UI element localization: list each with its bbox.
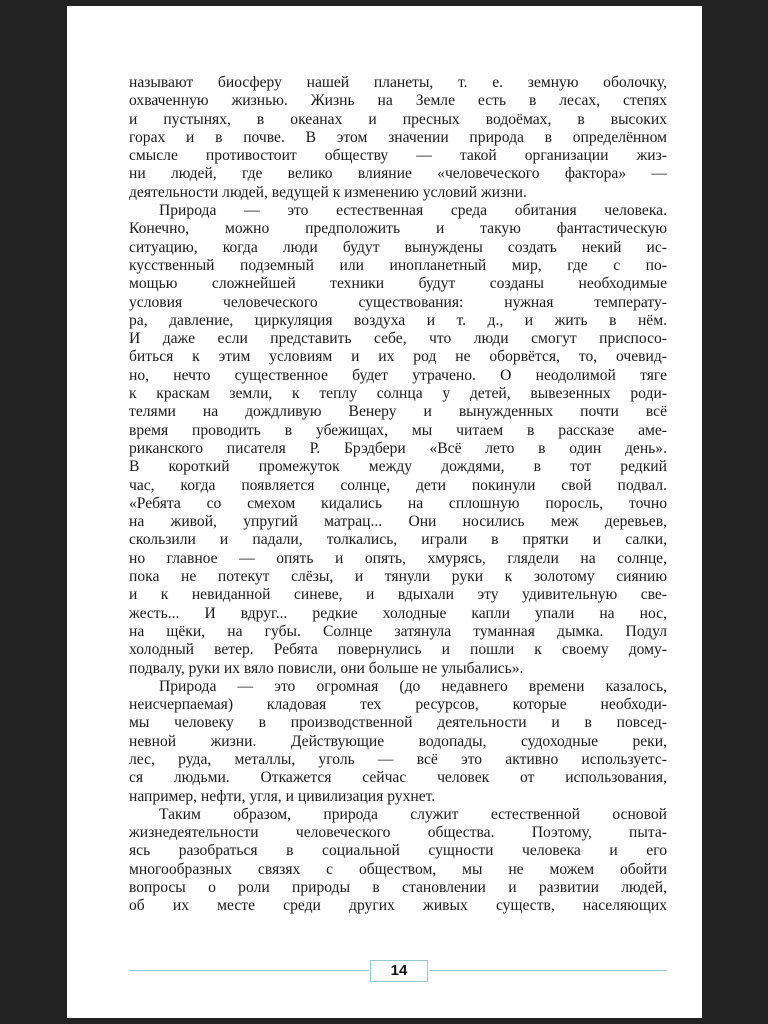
text-line: время проводить в убежищах, мы читаем в рассказе аме- <box>129 421 667 439</box>
text-line: об их месте среди других живых существ, населяющих <box>129 897 667 915</box>
text-line: неисчерпаемая) кладовая тех ресурсов, которые необходи- <box>129 696 667 714</box>
text-line: жесть... И вдруг... редкие холодные капли упали на нос, <box>129 604 667 622</box>
text-line: смысле противостоит обществу — такой организации жиз- <box>129 147 667 165</box>
text-line: «Ребята со смехом кидались на сплошную поросль, точно <box>129 494 667 512</box>
text-line: Таким образом, природа служит естественной основой <box>159 805 667 823</box>
text-line: горах и в почве. В этом значении природа в определённом <box>129 128 667 146</box>
text-line: В короткий промежуток между дождями, в тот редкий <box>129 458 667 476</box>
text-line: мощью сложнейшей техники будут созданы необходимые <box>129 275 667 293</box>
text-line: кусственный подземный или инопланетный мир, где с по- <box>129 256 667 274</box>
text-line: лес, руда, металлы, уголь — всё это активно используетс- <box>129 750 667 768</box>
text-line: мы человеку в производственной деятельности и в повсед- <box>129 714 667 732</box>
text-line: к краскам земли, к теплу солнца у детей, вывезенных роди- <box>129 385 667 403</box>
text-line: многообразных связях с обществом, мы не можем обойти <box>129 860 667 878</box>
text-line: биться к этим условиям и их род не оборвётся, то, очевид- <box>129 348 667 366</box>
text-line: Природа — это огромная (до недавнего времени казалось, <box>159 677 667 695</box>
text-line: ситуацию, когда люди будут вынуждены создать некий ис- <box>129 238 667 256</box>
text-line: риканского писателя Р. Брэдбери «Всё лето в один день». <box>129 439 667 457</box>
text-line: называют биосферу нашей планеты, т. е. земную оболочку, <box>129 74 667 91</box>
text-line: ясь разобраться в социальной сущности человека и его <box>129 842 667 860</box>
text-line: и пустынях, в океанах и пресных водоёмах, в высоких <box>129 110 667 128</box>
text-line: на живой, упругий матрац... Они носились меж деревьев, <box>129 513 667 531</box>
text-line: пока не потекут слёзы, и тянули руки к золотому сиянию <box>129 568 667 586</box>
text-line: невной жизни. Действующие водопады, судоходные реки, <box>129 732 667 750</box>
text-line: но главное — опять и опять, хмурясь, глядели на солнце, <box>129 549 667 567</box>
text-line: подвалу, руки их вяло повисли, они больше не улыбались». <box>129 659 524 677</box>
text-line: ра, давление, циркуляция воздуха и т. д., и жить в нём. <box>129 311 667 329</box>
text-line: условия человеческого существования: нужная температу- <box>129 293 667 311</box>
page-number: 14 <box>370 960 428 982</box>
text-line: скользили и падали, толкались, играли в прятки и салки, <box>129 531 667 549</box>
text-line: ни людей, где велико влияние «человеческого фактора» — <box>129 165 667 183</box>
text-line: час, когда появляется солнце, дети покинули свой подвал. <box>129 476 667 494</box>
footer-rule-right <box>429 970 667 971</box>
text-line: но, нечто существенное будет утрачено. О неодолимой тяге <box>129 366 667 384</box>
book-page <box>67 6 702 1018</box>
text-line: и к невиданной синеве, и вдыхали эту удивительную све- <box>129 586 667 604</box>
page-text <box>129 74 667 916</box>
text-line: вопросы о роли природы в становлении и развитии людей, <box>129 879 667 897</box>
text-line: холодный ветер. Ребята повернулись и пошли к своему дому- <box>129 641 667 659</box>
text-line: Конечно, можно предположить и такую фантастическую <box>129 220 667 238</box>
text-line: телями на дождливую Венеру и вынужденных почти всё <box>129 403 667 421</box>
text-line: Природа — это естественная среда обитания человека. <box>159 202 667 220</box>
text-line: деятельности людей, ведущей к изменению условий жизни. <box>129 183 527 201</box>
text-line: жизнедеятельности человеческого общества. Поэтому, пыта- <box>129 824 667 842</box>
text-line: ся людьми. Откажется сейчас человек от использования, <box>129 769 667 787</box>
text-line: И даже если представить себе, что люди смогут приспосо- <box>129 330 667 348</box>
footer-rule-left <box>129 970 369 971</box>
text-line: на щёки, на губы. Солнце затянула туманная дымка. Подул <box>129 622 667 640</box>
text-line: например, нефти, угля, и цивилизация рухнет. <box>129 787 436 805</box>
text-line: охваченную жизнью. Жизнь на Земле есть в лесах, степях <box>129 92 667 110</box>
